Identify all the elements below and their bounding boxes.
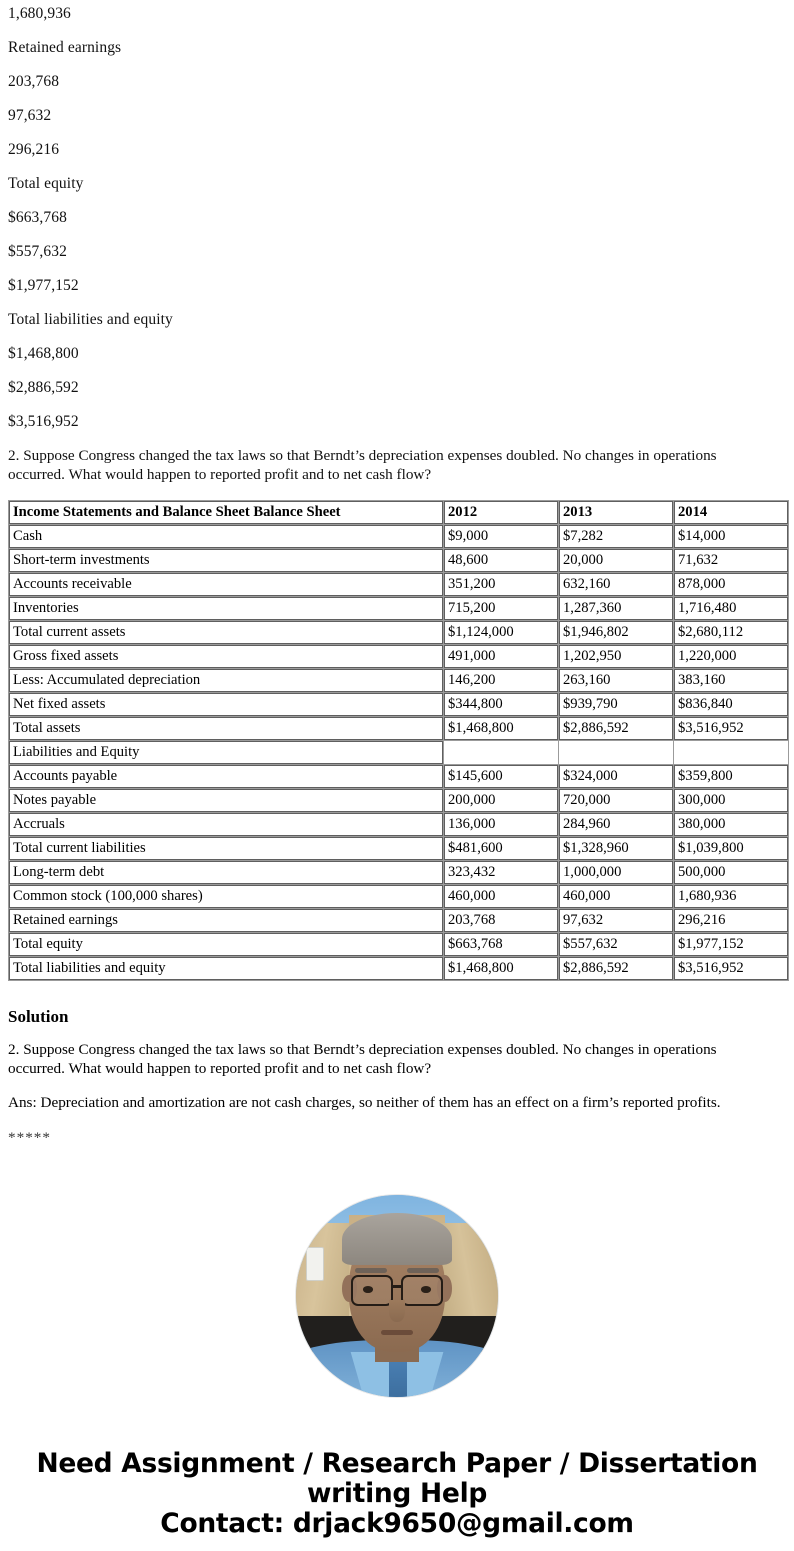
table-row <box>9 909 788 932</box>
section-separator: ***** <box>8 1128 51 1146</box>
table-cell-label: Accruals <box>9 813 443 836</box>
table-cell-value: $1,124,000 <box>444 621 558 644</box>
stray-line: $1,977,152 <box>8 277 79 294</box>
table-cell-label: Less: Accumulated depreciation <box>9 669 443 692</box>
photo-eyebrow-left <box>355 1268 387 1273</box>
table-cell-value: 300,000 <box>674 789 788 812</box>
photo-tie <box>389 1358 407 1396</box>
balance-sheet-table <box>8 500 789 981</box>
table-cell-value: 1,287,360 <box>559 597 673 620</box>
table-cell-value: 460,000 <box>444 885 558 908</box>
table-cell-value: 97,632 <box>559 909 673 932</box>
stray-text-block <box>0 5 794 431</box>
solution-restated-question: 2. Suppose Congress changed the tax laws so that Berndt’s depreciation expenses doubled. No changes in operations occurred. What would happen to reported profit and to net cash flow? <box>8 1041 717 1077</box>
table-row <box>9 717 788 740</box>
table-row <box>9 741 788 764</box>
table-cell-value: 136,000 <box>444 813 558 836</box>
table-header-row <box>9 501 788 524</box>
table-cell-value: 1,220,000 <box>674 645 788 668</box>
table-header-year: 2014 <box>674 501 788 524</box>
avatar <box>296 1195 498 1397</box>
table-cell-value: $145,600 <box>444 765 558 788</box>
table-cell-value: 263,160 <box>559 669 673 692</box>
table-cell-value <box>559 741 673 764</box>
table-cell-label: Total current liabilities <box>9 837 443 860</box>
table-cell-value: $481,600 <box>444 837 558 860</box>
document-page <box>0 5 794 1551</box>
table-cell-value: 632,160 <box>559 573 673 596</box>
table-cell-value: 500,000 <box>674 861 788 884</box>
table-cell-value: 383,160 <box>674 669 788 692</box>
promo-line-2: writing Help <box>306 1477 488 1509</box>
table-cell-value: 203,768 <box>444 909 558 932</box>
table-cell-label: Retained earnings <box>9 909 443 932</box>
table-cell-value: 460,000 <box>559 885 673 908</box>
table-cell-value: $3,516,952 <box>674 717 788 740</box>
table-cell-value: $1,946,802 <box>559 621 673 644</box>
solution-heading: Solution <box>8 1007 69 1026</box>
table-cell-value: 491,000 <box>444 645 558 668</box>
table-cell-label: Total assets <box>9 717 443 740</box>
table-cell-value: 1,680,936 <box>674 885 788 908</box>
table-cell-label: Notes payable <box>9 789 443 812</box>
table-cell-label: Long-term debt <box>9 861 443 884</box>
stray-line: Total liabilities and equity <box>8 311 173 328</box>
stray-line: 296,216 <box>8 141 60 158</box>
stray-line: $663,768 <box>8 209 67 226</box>
table-cell-value: $1,977,152 <box>674 933 788 956</box>
table-cell-value: 146,200 <box>444 669 558 692</box>
table-cell-label: Gross fixed assets <box>9 645 443 668</box>
stray-line: 203,768 <box>8 73 60 90</box>
table-cell-value: $3,516,952 <box>674 957 788 980</box>
table-cell-value: $663,768 <box>444 933 558 956</box>
table-cell-value: 1,000,000 <box>559 861 673 884</box>
table-cell-value: 284,960 <box>559 813 673 836</box>
table-header-year: 2012 <box>444 501 558 524</box>
table-row <box>9 861 788 884</box>
table-cell-value: 351,200 <box>444 573 558 596</box>
table-row <box>9 693 788 716</box>
financial-table-container <box>0 500 794 981</box>
table-cell-value: $2,886,592 <box>559 957 673 980</box>
table-row <box>9 645 788 668</box>
table-row <box>9 765 788 788</box>
table-cell-value: $1,468,800 <box>444 957 558 980</box>
table-row <box>9 933 788 956</box>
table-cell-value: $836,840 <box>674 693 788 716</box>
table-cell-value: 200,000 <box>444 789 558 812</box>
table-cell-value: 1,716,480 <box>674 597 788 620</box>
portrait-container <box>0 1195 794 1397</box>
solution-answer: Ans: Depreciation and amortization are not cash charges, so neither of them has an effect on a firm’s reported profits. <box>8 1094 721 1111</box>
table-cell-value: $7,282 <box>559 525 673 548</box>
table-cell-value: $14,000 <box>674 525 788 548</box>
table-cell-label: Net fixed assets <box>9 693 443 716</box>
photo-wall-switch <box>306 1247 324 1281</box>
table-cell-value: 20,000 <box>559 549 673 572</box>
promo-contact-email: Contact: drjack9650@gmail.com <box>160 1507 634 1539</box>
table-cell-label: Inventories <box>9 597 443 620</box>
stray-line: 97,632 <box>8 107 52 124</box>
table-cell-value: 1,202,950 <box>559 645 673 668</box>
table-row <box>9 525 788 548</box>
table-row <box>9 813 788 836</box>
table-cell-value: $557,632 <box>559 933 673 956</box>
table-row <box>9 789 788 812</box>
table-cell-value: $9,000 <box>444 525 558 548</box>
table-cell-label: Liabilities and Equity <box>9 741 443 764</box>
glasses-bridge <box>393 1285 403 1287</box>
photo-nose <box>389 1300 405 1322</box>
table-cell-value: 296,216 <box>674 909 788 932</box>
table-cell-value: 720,000 <box>559 789 673 812</box>
table-cell-label: Total equity <box>9 933 443 956</box>
table-cell-value: $324,000 <box>559 765 673 788</box>
table-cell-value <box>674 741 788 764</box>
photo-eyebrow-right <box>407 1268 439 1273</box>
table-cell-value: $344,800 <box>444 693 558 716</box>
table-row <box>9 549 788 572</box>
table-header-label: Income Statements and Balance Sheet Balance Sheet <box>9 501 443 524</box>
stray-line: $2,886,592 <box>8 379 79 396</box>
table-cell-label: Accounts receivable <box>9 573 443 596</box>
table-cell-value: 71,632 <box>674 549 788 572</box>
promo-line-1: Need Assignment / Research Paper / Dissertation <box>36 1447 758 1479</box>
table-cell-value: 878,000 <box>674 573 788 596</box>
table-cell-label: Accounts payable <box>9 765 443 788</box>
table-cell-value: $1,039,800 <box>674 837 788 860</box>
promo-footer <box>0 1449 794 1551</box>
table-cell-value: $1,328,960 <box>559 837 673 860</box>
table-cell-value: 323,432 <box>444 861 558 884</box>
table-cell-value: $2,680,112 <box>674 621 788 644</box>
table-cell-value: 380,000 <box>674 813 788 836</box>
table-cell-value: $1,468,800 <box>444 717 558 740</box>
table-header-year: 2013 <box>559 501 673 524</box>
table-cell-value: $939,790 <box>559 693 673 716</box>
table-cell-value: 48,600 <box>444 549 558 572</box>
question-paragraph: 2. Suppose Congress changed the tax laws so that Berndt’s depreciation expenses doubled. No changes in operations occurred. What would happen to reported profit and to net cash flow? <box>8 447 717 483</box>
table-cell-value <box>444 741 558 764</box>
photo-hair <box>342 1213 451 1266</box>
table-row <box>9 885 788 908</box>
stray-line: Total equity <box>8 175 84 192</box>
table-cell-label: Total liabilities and equity <box>9 957 443 980</box>
table-row <box>9 669 788 692</box>
table-row <box>9 837 788 860</box>
table-cell-label: Cash <box>9 525 443 548</box>
photo-mouth <box>381 1330 413 1335</box>
photo-eye-left <box>363 1286 373 1292</box>
table-cell-label: Common stock (100,000 shares) <box>9 885 443 908</box>
table-row <box>9 573 788 596</box>
stray-line: Retained earnings <box>8 39 122 56</box>
stray-line: $3,516,952 <box>8 413 79 430</box>
table-cell-value: $359,800 <box>674 765 788 788</box>
stray-line: $557,632 <box>8 243 67 260</box>
table-cell-label: Total current assets <box>9 621 443 644</box>
table-row <box>9 621 788 644</box>
stray-line: 1,680,936 <box>8 5 71 22</box>
table-row <box>9 597 788 620</box>
table-cell-value: 715,200 <box>444 597 558 620</box>
table-cell-value: $2,886,592 <box>559 717 673 740</box>
stray-line: $1,468,800 <box>8 345 79 362</box>
table-cell-label: Short-term investments <box>9 549 443 572</box>
table-row <box>9 957 788 980</box>
